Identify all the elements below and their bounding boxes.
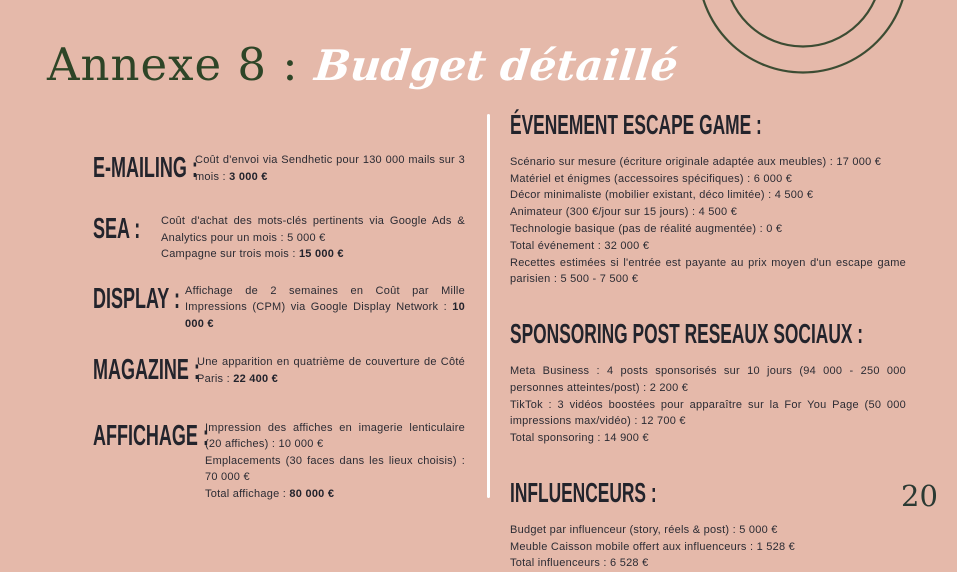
section-lines <box>510 363 906 447</box>
budget-line-amount: 3 000 € <box>229 170 268 183</box>
channel-row-sea <box>93 213 465 263</box>
channel-text <box>205 420 465 503</box>
channel-text <box>195 152 465 185</box>
budget-line: Matériel et énigmes (accessoires spécifiques) : 6 000 € <box>510 172 793 185</box>
title-prefix: Annexe 8 : <box>47 38 299 91</box>
budget-line-text: Coût d'achat des mots-clés pertinents via Google Ads & Analytics pour un mois : 5 000 € <box>161 215 465 244</box>
channel-label-affichage: AFFICHAGE : <box>93 419 209 452</box>
budget-line <box>197 354 465 387</box>
channel-label-box <box>93 419 209 453</box>
budget-line-text: Campagne sur trois mois : <box>161 248 299 261</box>
budget-line <box>205 420 465 453</box>
channel-text <box>197 354 465 387</box>
title-script: Budget détaillé <box>311 41 680 90</box>
section-influenceurs <box>510 478 906 572</box>
budget-line: Meta Business : 4 posts sponsorisés sur 10 jours (94 000 - 250 000 personnes atteintes/post) : 2 200 € <box>510 364 906 394</box>
budget-line <box>205 486 465 503</box>
budget-line-amount: 10 000 € <box>185 301 465 330</box>
budget-line <box>205 453 465 486</box>
budget-line-amount: 80 000 € <box>289 487 335 500</box>
channel-label-emailing: E-MAILING : <box>93 152 198 184</box>
budget-line-amount: 15 000 € <box>298 248 344 261</box>
budget-line-text: Impression des affiches en imagerie lenticulaire (20 affiches) : 10 000 € <box>205 421 465 451</box>
page-number: 20 <box>901 479 938 513</box>
budget-line: Décor minimaliste (mobilier existant, déco limitée) : 4 500 € <box>510 189 814 202</box>
channel-label-magazine: MAGAZINE : <box>93 354 200 387</box>
budget-line-text: Total affichage : <box>205 487 290 500</box>
channel-label-box <box>93 282 180 316</box>
budget-line: Animateur (300 €/jour sur 15 jours) : 4 500 € <box>510 206 738 219</box>
budget-line <box>185 283 465 333</box>
section-escape-game <box>510 110 906 288</box>
section-sponsoring <box>510 319 906 447</box>
channel-row-affichage <box>93 420 465 503</box>
budget-line: TikTok : 3 vidéos boostées pour apparaître sur la For You Page (50 000 impressions max/vidéo) : 12 700 € <box>510 398 906 428</box>
budget-line: Budget par influenceur (story, réels & post) : 5 000 € <box>510 523 778 536</box>
channel-text <box>185 283 465 333</box>
budget-line-amount: 22 400 € <box>233 372 279 385</box>
budget-line: Technologie basique (pas de réalité augmentée) : 0 € <box>510 222 783 235</box>
section-heading-influenceurs: INFLUENCEURS : <box>510 476 657 508</box>
channel-label-box <box>93 152 198 185</box>
channel-row-display <box>93 283 465 333</box>
budget-line <box>161 246 465 263</box>
page-title <box>47 38 680 91</box>
section-heading-sponsoring: SPONSORING POST RESEAUX SOCIAUX : <box>510 318 864 350</box>
channel-label-box <box>93 213 149 246</box>
channels-column <box>93 152 465 502</box>
section-heading-escape-game: ÉVENEMENT ESCAPE GAME : <box>510 109 762 140</box>
budget-line-text: Une apparition en quatrième de couverture de Côté Paris : <box>197 356 465 385</box>
budget-line <box>161 213 465 246</box>
column-divider <box>487 114 490 498</box>
section-lines <box>510 154 906 288</box>
budget-line: Scénario sur mesure (écriture originale adaptée aux meubles) : 17 000 € <box>510 155 882 168</box>
channel-row-magazine <box>93 354 465 387</box>
channel-row-emailing <box>93 152 465 185</box>
budget-line: Recettes estimées si l'entrée est payante au prix moyen d'un escape game parisien : 5 500 - 7 500 € <box>510 256 906 286</box>
budget-line: Total événement : 32 000 € <box>510 239 650 252</box>
budget-line <box>195 152 465 185</box>
channel-label-display: DISPLAY : <box>93 282 180 315</box>
section-lines <box>510 522 906 572</box>
budget-line-text: Coût d'envoi via Sendhetic pour 130 000 mails sur 3 mois : <box>195 154 465 183</box>
channel-label-box <box>93 354 200 387</box>
channel-text <box>161 213 465 263</box>
budget-line: Total sponsoring : 14 900 € <box>510 432 649 445</box>
channel-label-sea: SEA : <box>93 213 141 246</box>
budget-line-text: Emplacements (30 faces dans les lieux choisis) : 70 000 € <box>205 454 465 484</box>
budget-line-text: Affichage de 2 semaines en Coût par Mille Impressions (CPM) via Google Display Network : <box>185 284 465 314</box>
budget-line: Meuble Caisson mobile offert aux influenceurs : 1 528 € <box>510 540 796 553</box>
budget-line: Total influenceurs : 6 528 € <box>510 557 649 570</box>
budget-sections-column <box>510 110 906 572</box>
